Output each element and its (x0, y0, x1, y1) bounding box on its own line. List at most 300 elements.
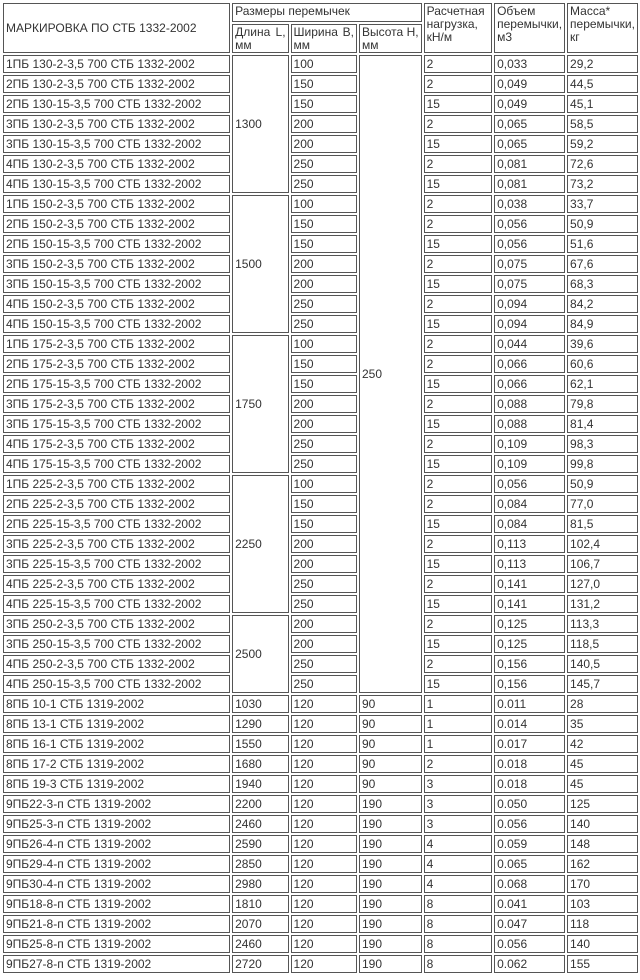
table-row (3, 115, 638, 133)
cell-marking: 9ПБ27-8-п СТБ 1319-2002 (3, 955, 230, 973)
cell-mass: 45 (567, 775, 638, 793)
cell-mass: 72,6 (567, 155, 638, 173)
cell-load: 15 (424, 235, 492, 253)
cell-mass: 67,6 (567, 255, 638, 273)
cell-length: 1750 (232, 335, 288, 473)
cell-volume: 0,065 (494, 115, 565, 133)
cell-load: 2 (424, 195, 492, 213)
cell-volume: 0,084 (494, 495, 565, 513)
cell-height: 190 (359, 935, 422, 953)
cell-width: 120 (291, 795, 357, 813)
table-row (3, 335, 638, 353)
table-row (3, 375, 638, 393)
cell-volume: 0,109 (494, 435, 565, 453)
cell-volume: 0.050 (494, 795, 565, 813)
table-row (3, 475, 638, 493)
cell-mass: 84,2 (567, 295, 638, 313)
cell-length: 1290 (232, 715, 288, 733)
cell-load: 2 (424, 255, 492, 273)
table-row (3, 95, 638, 113)
header-width-a: Ширина (293, 25, 338, 39)
cell-mass: 162 (567, 855, 638, 873)
cell-mass: 59,2 (567, 135, 638, 153)
cell-load: 15 (424, 375, 492, 393)
cell-width: 200 (291, 635, 357, 653)
cell-mass: 50,9 (567, 215, 638, 233)
cell-volume: 0.065 (494, 855, 565, 873)
cell-load: 2 (424, 495, 492, 513)
cell-mass: 33,7 (567, 195, 638, 213)
table-row (3, 715, 638, 733)
cell-length: 2070 (232, 915, 288, 933)
cell-length: 1680 (232, 755, 288, 773)
cell-volume: 0,088 (494, 415, 565, 433)
cell-load: 3 (424, 795, 492, 813)
cell-marking: 1ПБ 150-2-3,5 700 СТБ 1332-2002 (3, 195, 230, 213)
cell-marking: 3ПБ 250-15-3,5 700 СТБ 1332-2002 (3, 635, 230, 653)
cell-marking: 9ПБ25-8-п СТБ 1319-2002 (3, 935, 230, 953)
cell-mass: 103 (567, 895, 638, 913)
cell-width: 120 (291, 935, 357, 953)
cell-width: 100 (291, 195, 357, 213)
cell-marking: 2ПБ 150-2-3,5 700 СТБ 1332-2002 (3, 215, 230, 233)
cell-width: 120 (291, 915, 357, 933)
cell-load: 15 (424, 635, 492, 653)
cell-marking: 4ПБ 150-15-3,5 700 СТБ 1332-2002 (3, 315, 230, 333)
header-width-unit: мм (293, 38, 311, 52)
cell-mass: 58,5 (567, 115, 638, 133)
cell-width: 200 (291, 415, 357, 433)
cell-load: 15 (424, 135, 492, 153)
cell-width: 150 (291, 215, 357, 233)
cell-width: 250 (291, 655, 357, 673)
cell-load: 15 (424, 675, 492, 693)
cell-marking: 4ПБ 175-15-3,5 700 СТБ 1332-2002 (3, 455, 230, 473)
table-row (3, 615, 638, 633)
header-dimensions: Размеры перемычек (232, 3, 421, 22)
cell-width: 150 (291, 375, 357, 393)
table-row (3, 655, 638, 673)
cell-mass: 81,4 (567, 415, 638, 433)
cell-width: 100 (291, 475, 357, 493)
cell-mass: 155 (567, 955, 638, 973)
cell-volume: 0,109 (494, 455, 565, 473)
cell-marking: 1ПБ 225-2-3,5 700 СТБ 1332-2002 (3, 475, 230, 493)
cell-marking: 2ПБ 130-15-3,5 700 СТБ 1332-2002 (3, 95, 230, 113)
cell-volume: 0,156 (494, 655, 565, 673)
cell-marking: 3ПБ 150-2-3,5 700 СТБ 1332-2002 (3, 255, 230, 273)
cell-load: 8 (424, 955, 492, 973)
cell-mass: 140 (567, 935, 638, 953)
cell-mass: 35 (567, 715, 638, 733)
table-row (3, 395, 638, 413)
cell-load: 2 (424, 335, 492, 353)
cell-length: 1030 (232, 695, 288, 713)
cell-height: 90 (359, 715, 422, 733)
cell-length: 1300 (232, 55, 288, 193)
cell-length: 1500 (232, 195, 288, 333)
cell-volume: 0,081 (494, 175, 565, 193)
cell-marking: 8ПБ 17-2 СТБ 1319-2002 (3, 755, 230, 773)
cell-mass: 98,3 (567, 435, 638, 453)
table-row (3, 835, 638, 853)
table-row (3, 775, 638, 793)
header-height (359, 24, 422, 53)
cell-mass: 118 (567, 915, 638, 933)
cell-volume: 0.018 (494, 755, 565, 773)
cell-marking: 2ПБ 150-15-3,5 700 СТБ 1332-2002 (3, 235, 230, 253)
cell-width: 200 (291, 275, 357, 293)
cell-width: 250 (291, 595, 357, 613)
cell-volume: 0.018 (494, 775, 565, 793)
cell-load: 3 (424, 815, 492, 833)
table-row (3, 935, 638, 953)
cell-load: 4 (424, 855, 492, 873)
cell-width: 200 (291, 395, 357, 413)
cell-marking: 3ПБ 250-2-3,5 700 СТБ 1332-2002 (3, 615, 230, 633)
table-row (3, 255, 638, 273)
header-marking: МАРКИРОВКА ПО СТБ 1332-2002 (3, 3, 230, 53)
cell-width: 200 (291, 135, 357, 153)
cell-volume: 0,049 (494, 95, 565, 113)
cell-mass: 102,4 (567, 535, 638, 553)
cell-mass: 106,7 (567, 555, 638, 573)
cell-height: 190 (359, 955, 422, 973)
cell-height: 250 (359, 55, 422, 693)
cell-width: 150 (291, 495, 357, 513)
cell-length: 1940 (232, 775, 288, 793)
cell-width: 250 (291, 315, 357, 333)
cell-volume: 0.011 (494, 695, 565, 713)
cell-mass: 44,5 (567, 75, 638, 93)
cell-load: 15 (424, 455, 492, 473)
cell-width: 120 (291, 895, 357, 913)
cell-length: 2590 (232, 835, 288, 853)
cell-width: 250 (291, 435, 357, 453)
cell-mass: 29,2 (567, 55, 638, 73)
cell-mass: 50,9 (567, 475, 638, 493)
cell-volume: 0,056 (494, 475, 565, 493)
cell-volume: 0,033 (494, 55, 565, 73)
table-row (3, 195, 638, 213)
cell-load: 2 (424, 155, 492, 173)
cell-load: 15 (424, 595, 492, 613)
cell-mass: 79,8 (567, 395, 638, 413)
cell-marking: 3ПБ 175-15-3,5 700 СТБ 1332-2002 (3, 415, 230, 433)
cell-mass: 140 (567, 815, 638, 833)
cell-volume: 0,125 (494, 615, 565, 633)
cell-width: 200 (291, 115, 357, 133)
cell-marking: 9ПБ22-3-п СТБ 1319-2002 (3, 795, 230, 813)
cell-width: 150 (291, 95, 357, 113)
cell-width: 120 (291, 775, 357, 793)
table-row (3, 355, 638, 373)
cell-load: 2 (424, 215, 492, 233)
cell-volume: 0,088 (494, 395, 565, 413)
cell-marking: 9ПБ29-4-п СТБ 1319-2002 (3, 855, 230, 873)
table-row (3, 455, 638, 473)
cell-marking: 3ПБ 175-2-3,5 700 СТБ 1332-2002 (3, 395, 230, 413)
cell-volume: 0,141 (494, 575, 565, 593)
cell-marking: 2ПБ 225-15-3,5 700 СТБ 1332-2002 (3, 515, 230, 533)
cell-volume: 0,065 (494, 135, 565, 153)
header-length-unit: мм (235, 38, 252, 52)
cell-volume: 0,056 (494, 235, 565, 253)
cell-width: 120 (291, 695, 357, 713)
cell-height: 90 (359, 695, 422, 713)
cell-load: 15 (424, 515, 492, 533)
header-load: Расчетная нагрузка, кН/м (424, 3, 492, 53)
cell-length: 1810 (232, 895, 288, 913)
header-length-a: Длина (235, 25, 271, 39)
cell-volume: 0,081 (494, 155, 565, 173)
cell-volume: 0.068 (494, 875, 565, 893)
cell-width: 100 (291, 335, 357, 353)
cell-width: 120 (291, 815, 357, 833)
cell-volume: 0.047 (494, 915, 565, 933)
cell-marking: 4ПБ 175-2-3,5 700 СТБ 1332-2002 (3, 435, 230, 453)
cell-volume: 0,066 (494, 375, 565, 393)
cell-width: 120 (291, 715, 357, 733)
header-volume: Объем перемычки, м3 (494, 3, 565, 53)
cell-marking: 3ПБ 150-15-3,5 700 СТБ 1332-2002 (3, 275, 230, 293)
cell-length: 2720 (232, 955, 288, 973)
cell-width: 120 (291, 835, 357, 853)
table-row (3, 575, 638, 593)
cell-length: 2200 (232, 795, 288, 813)
cell-mass: 62,1 (567, 375, 638, 393)
cell-load: 2 (424, 655, 492, 673)
cell-mass: 145,7 (567, 675, 638, 693)
cell-length: 1550 (232, 735, 288, 753)
table-row (3, 415, 638, 433)
cell-width: 120 (291, 875, 357, 893)
cell-load: 2 (424, 295, 492, 313)
cell-mass: 73,2 (567, 175, 638, 193)
cell-mass: 45 (567, 755, 638, 773)
cell-marking: 4ПБ 130-2-3,5 700 СТБ 1332-2002 (3, 155, 230, 173)
table-row (3, 635, 638, 653)
cell-height: 190 (359, 835, 422, 853)
cell-load: 2 (424, 355, 492, 373)
cell-height: 190 (359, 815, 422, 833)
cell-volume: 0.056 (494, 935, 565, 953)
cell-volume: 0,038 (494, 195, 565, 213)
cell-marking: 4ПБ 225-2-3,5 700 СТБ 1332-2002 (3, 575, 230, 593)
cell-load: 2 (424, 535, 492, 553)
cell-length: 2460 (232, 815, 288, 833)
cell-mass: 118,5 (567, 635, 638, 653)
table-row (3, 235, 638, 253)
cell-mass: 99,8 (567, 455, 638, 473)
cell-volume: 0.041 (494, 895, 565, 913)
cell-mass: 77,0 (567, 495, 638, 513)
cell-load: 15 (424, 95, 492, 113)
cell-load: 2 (424, 575, 492, 593)
cell-marking: 8ПБ 13-1 СТБ 1319-2002 (3, 715, 230, 733)
table-row (3, 595, 638, 613)
cell-load: 2 (424, 435, 492, 453)
cell-volume: 0,044 (494, 335, 565, 353)
table-row (3, 895, 638, 913)
cell-height: 190 (359, 895, 422, 913)
table-row (3, 915, 638, 933)
cell-length: 2500 (232, 615, 288, 693)
cell-load: 2 (424, 55, 492, 73)
cell-volume: 0,084 (494, 515, 565, 533)
cell-width: 150 (291, 515, 357, 533)
cell-mass: 84,9 (567, 315, 638, 333)
cell-width: 200 (291, 555, 357, 573)
cell-load: 1 (424, 735, 492, 753)
cell-height: 90 (359, 755, 422, 773)
cell-marking: 8ПБ 19-3 СТБ 1319-2002 (3, 775, 230, 793)
cell-volume: 0.059 (494, 835, 565, 853)
table-row (3, 675, 638, 693)
table-row (3, 75, 638, 93)
cell-volume: 0,125 (494, 635, 565, 653)
cell-length: 2850 (232, 855, 288, 873)
cell-mass: 60,6 (567, 355, 638, 373)
table-row (3, 875, 638, 893)
cell-mass: 140,5 (567, 655, 638, 673)
cell-volume: 0,075 (494, 255, 565, 273)
cell-length: 2980 (232, 875, 288, 893)
cell-marking: 1ПБ 130-2-3,5 700 СТБ 1332-2002 (3, 55, 230, 73)
cell-width: 250 (291, 175, 357, 193)
cell-width: 150 (291, 355, 357, 373)
cell-mass: 68,3 (567, 275, 638, 293)
cell-volume: 0.014 (494, 715, 565, 733)
cell-marking: 4ПБ 250-15-3,5 700 СТБ 1332-2002 (3, 675, 230, 693)
cell-width: 250 (291, 575, 357, 593)
table-row (3, 175, 638, 193)
cell-volume: 0,094 (494, 315, 565, 333)
cell-width: 250 (291, 675, 357, 693)
header-height-unit: мм (362, 38, 379, 52)
cell-marking: 4ПБ 130-15-3,5 700 СТБ 1332-2002 (3, 175, 230, 193)
cell-height: 190 (359, 915, 422, 933)
header-width-b: B, (342, 25, 354, 39)
cell-load: 1 (424, 715, 492, 733)
cell-mass: 42 (567, 735, 638, 753)
cell-volume: 0.062 (494, 955, 565, 973)
table-row (3, 795, 638, 813)
cell-volume: 0,141 (494, 595, 565, 613)
cell-load: 15 (424, 275, 492, 293)
cell-marking: 2ПБ 175-15-3,5 700 СТБ 1332-2002 (3, 375, 230, 393)
cell-load: 3 (424, 775, 492, 793)
lintels-table (1, 1, 640, 975)
cell-width: 120 (291, 955, 357, 973)
table-row (3, 535, 638, 553)
cell-load: 4 (424, 835, 492, 853)
cell-marking: 9ПБ18-8-п СТБ 1319-2002 (3, 895, 230, 913)
header-height-b: H, (406, 25, 419, 39)
cell-marking: 1ПБ 175-2-3,5 700 СТБ 1332-2002 (3, 335, 230, 353)
cell-volume: 0,156 (494, 675, 565, 693)
cell-mass: 81,5 (567, 515, 638, 533)
cell-width: 200 (291, 535, 357, 553)
header-length-b: L, (275, 25, 286, 39)
cell-marking: 2ПБ 175-2-3,5 700 СТБ 1332-2002 (3, 355, 230, 373)
cell-mass: 148 (567, 835, 638, 853)
cell-width: 120 (291, 755, 357, 773)
cell-marking: 2ПБ 225-2-3,5 700 СТБ 1332-2002 (3, 495, 230, 513)
cell-load: 2 (424, 615, 492, 633)
cell-load: 1 (424, 695, 492, 713)
cell-volume: 0,113 (494, 555, 565, 573)
cell-load: 2 (424, 75, 492, 93)
cell-marking: 3ПБ 225-2-3,5 700 СТБ 1332-2002 (3, 535, 230, 553)
table-row (3, 215, 638, 233)
cell-width: 200 (291, 615, 357, 633)
cell-width: 250 (291, 155, 357, 173)
cell-mass: 125 (567, 795, 638, 813)
cell-mass: 131,2 (567, 595, 638, 613)
cell-load: 2 (424, 115, 492, 133)
cell-load: 15 (424, 555, 492, 573)
table-row (3, 135, 638, 153)
cell-width: 250 (291, 295, 357, 313)
cell-mass: 45,1 (567, 95, 638, 113)
table-row (3, 315, 638, 333)
cell-marking: 4ПБ 150-2-3,5 700 СТБ 1332-2002 (3, 295, 230, 313)
cell-marking: 9ПБ21-8-п СТБ 1319-2002 (3, 915, 230, 933)
cell-volume: 0,049 (494, 75, 565, 93)
cell-width: 120 (291, 735, 357, 753)
cell-length: 2460 (232, 935, 288, 953)
table-row (3, 295, 638, 313)
cell-height: 190 (359, 795, 422, 813)
cell-load: 4 (424, 875, 492, 893)
cell-marking: 4ПБ 250-2-3,5 700 СТБ 1332-2002 (3, 655, 230, 673)
cell-volume: 0.017 (494, 735, 565, 753)
table-row (3, 815, 638, 833)
table-row (3, 955, 638, 973)
header-width (291, 24, 357, 53)
cell-load: 15 (424, 175, 492, 193)
cell-height: 190 (359, 875, 422, 893)
cell-marking: 3ПБ 130-2-3,5 700 СТБ 1332-2002 (3, 115, 230, 133)
table-row (3, 695, 638, 713)
cell-width: 150 (291, 235, 357, 253)
cell-volume: 0,066 (494, 355, 565, 373)
cell-marking: 9ПБ26-4-п СТБ 1319-2002 (3, 835, 230, 853)
cell-load: 8 (424, 895, 492, 913)
cell-mass: 51,6 (567, 235, 638, 253)
cell-mass: 127,0 (567, 575, 638, 593)
cell-height: 90 (359, 775, 422, 793)
table-row (3, 155, 638, 173)
cell-volume: 0,056 (494, 215, 565, 233)
cell-marking: 8ПБ 16-1 СТБ 1319-2002 (3, 735, 230, 753)
cell-load: 8 (424, 935, 492, 953)
cell-marking: 9ПБ25-3-п СТБ 1319-2002 (3, 815, 230, 833)
cell-mass: 170 (567, 875, 638, 893)
cell-length: 2250 (232, 475, 288, 613)
table-row (3, 275, 638, 293)
cell-marking: 4ПБ 225-15-3,5 700 СТБ 1332-2002 (3, 595, 230, 613)
cell-marking: 2ПБ 130-2-3,5 700 СТБ 1332-2002 (3, 75, 230, 93)
cell-marking: 8ПБ 10-1 СТБ 1319-2002 (3, 695, 230, 713)
cell-load: 15 (424, 415, 492, 433)
cell-width: 150 (291, 75, 357, 93)
cell-mass: 28 (567, 695, 638, 713)
table-row (3, 735, 638, 753)
table-row (3, 435, 638, 453)
cell-marking: 3ПБ 225-15-3,5 700 СТБ 1332-2002 (3, 555, 230, 573)
